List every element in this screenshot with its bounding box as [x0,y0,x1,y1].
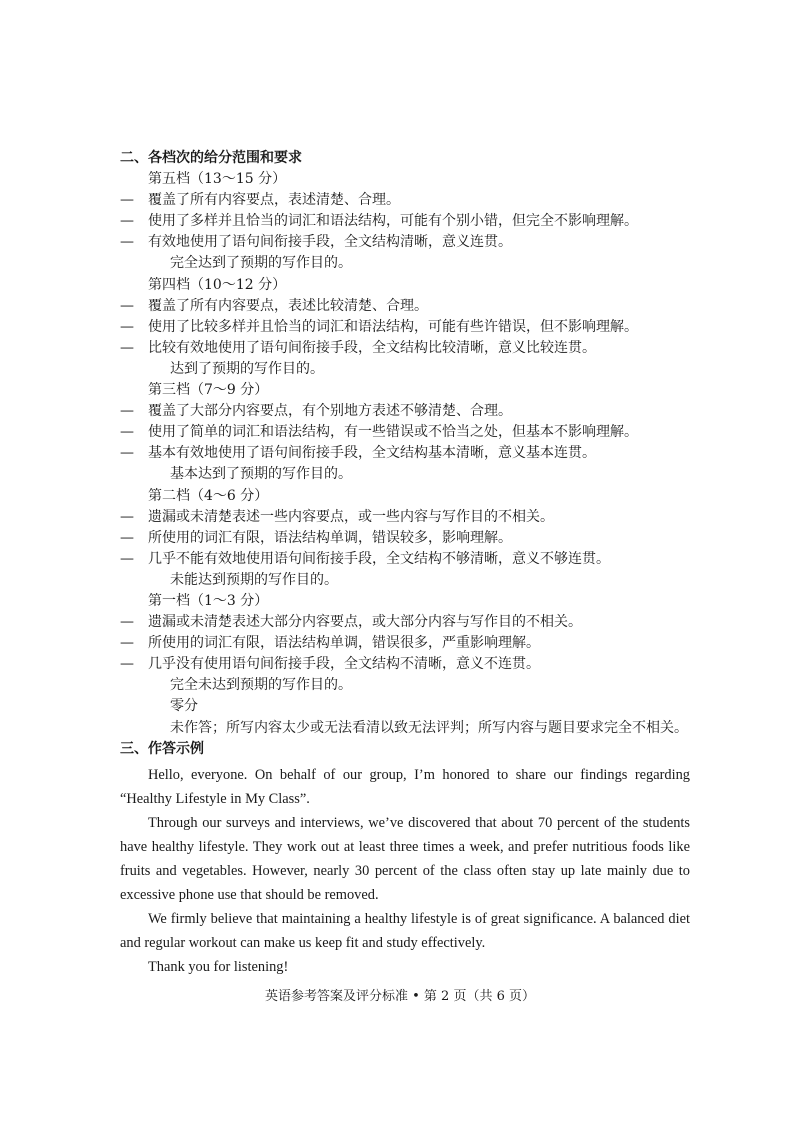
page-footer: 英语参考答案及评分标准 • 第 2 页（共 6 页） [264,989,535,1004]
criteria-item: — 所使用的词汇有限，语法结构单调，错误很多，严重影响理解。 [120,633,690,654]
dash-marker: — [120,635,134,652]
dash-marker: — [120,424,134,441]
dash-marker: — [120,192,134,209]
band-title: 第五档（13～15 分） [148,171,287,188]
dash-marker: — [120,213,134,230]
band-title: 第一档（1～3 分） [148,592,269,609]
dash-marker: — [120,508,134,525]
band-title: 第四档（10～12 分） [148,276,287,293]
band-title: 第二档（4～6 分） [148,487,269,504]
sample-paragraph: Thank you for listening! [148,958,289,975]
criteria-item: — 使用了比较多样并且恰当的词汇和语法结构，可能有些许错误，但不影响理解。 [120,317,690,338]
criteria-item: — 几乎不能有效地使用语句间衔接手段，全文结构不够清晰，意义不够连贯。 [120,549,690,570]
dash-marker: — [120,403,134,420]
dash-marker: — [120,297,134,314]
page-content [120,148,690,979]
dash-marker: — [120,339,134,356]
band-conclusion: 完全达到了预期的写作目的。 [170,255,352,272]
band-conclusion: 完全未达到预期的写作目的。 [170,677,352,694]
criteria-item: — 使用了简单的词汇和语法结构，有一些错误或不恰当之处，但基本不影响理解。 [120,422,690,443]
criteria-item: — 遗漏或未清楚表述大部分内容要点，或大部分内容与写作目的不相关。 [120,612,690,633]
criteria-item: — 有效地使用了语句间衔接手段，全文结构清晰，意义连贯。 [120,232,690,253]
criteria-item: — 所使用的词汇有限，语法结构单调，错误较多，影响理解。 [120,528,690,549]
criteria-item: — 遗漏或未清楚表述一些内容要点，或一些内容与写作目的不相关。 [120,507,690,528]
sample-essay [120,763,690,979]
section-3-heading: 三、作答示例 [120,740,204,757]
section-2-heading: 二、各档次的给分范围和要求 [120,150,302,166]
sample-paragraph: Through our surveys and interviews, we’ve discovered that about 70 percent of the students have healthy lifestyle. They work out at least three times a week, and prefer nutritious foods like fruits and vegetables. However, nearly 30 percent of the class often stay up late mainly due to excessive phone use that should be removed. [120,814,690,903]
criteria-item: — 覆盖了大部分内容要点，有个别地方表述不够清楚、合理。 [120,401,690,422]
band-conclusion: 达到了预期的写作目的。 [170,360,324,377]
dash-marker: — [120,445,134,462]
criteria-item: — 覆盖了所有内容要点，表述清楚、合理。 [120,190,690,211]
dash-marker: — [120,656,134,673]
criteria-item: — 使用了多样并且恰当的词汇和语法结构，可能有个别小错，但完全不影响理解。 [120,211,690,232]
band-title: 第三档（7～9 分） [148,382,269,399]
sample-paragraph: Hello, everyone. On behalf of our group, I’m honored to share our findings regarding “Healthy Lifestyle in My Class”. [120,766,690,807]
criteria-item: — 覆盖了所有内容要点，表述比较清楚、合理。 [120,296,690,317]
dash-marker: — [120,234,134,251]
band-conclusion: 基本达到了预期的写作目的。 [170,466,352,483]
zero-band-title: 零分 [170,698,198,715]
criteria-item: — 基本有效地使用了语句间衔接手段，全文结构基本清晰，意义基本连贯。 [120,443,690,464]
zero-band-desc: 未作答；所写内容太少或无法看清以致无法评判；所写内容与题目要求完全不相关。 [170,719,688,736]
dash-marker: — [120,318,134,335]
criteria-item: — 几乎没有使用语句间衔接手段，全文结构不清晰，意义不连贯。 [120,654,690,675]
dash-marker: — [120,614,134,631]
sample-paragraph: We firmly believe that maintaining a healthy lifestyle is of great significance. A balanced diet and regular workout can make us keep fit and study effectively. [120,910,690,951]
dash-marker: — [120,529,134,546]
criteria-item: — 比较有效地使用了语句间衔接手段，全文结构比较清晰，意义比较连贯。 [120,338,690,359]
band-conclusion: 未能达到预期的写作目的。 [170,571,338,588]
dash-marker: — [120,550,134,567]
